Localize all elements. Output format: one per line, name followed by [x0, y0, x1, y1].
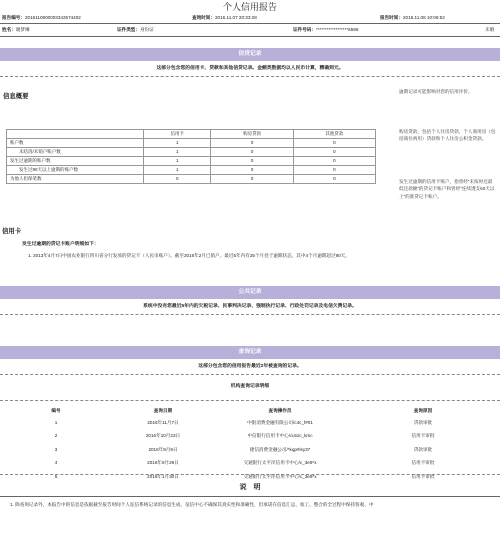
- report-number: 报告编号：2016110800003342574402: [2, 15, 81, 20]
- public-notice: 系统中没有您最近5年内的欠税记录、民事判决记录、强制执行记录、行政处罚记录及电信欠费记录。: [143, 304, 357, 309]
- overview-title: 信息概要: [3, 93, 29, 100]
- table-header: 编号: [51, 407, 61, 413]
- header-divider: [0, 23, 500, 24]
- table-header: 其他贷款: [293, 130, 375, 139]
- divider: [0, 374, 500, 375]
- credit-card-detail: 1. 2013年4月7日中国农业银行四川省分行发放的贷记卡（人民币账户）。截至2016年2月已销户。最近5年内有25个月处于逾期状态，其中4个月逾期超过90天。: [28, 253, 350, 258]
- divider: [0, 314, 500, 315]
- divider: [0, 76, 500, 77]
- marital-status: 未婚: [485, 27, 495, 32]
- table-header: 查询日期: [153, 407, 173, 413]
- query-table: [0, 405, 500, 484]
- table-row: 4 2016年8月29日 交通银行太平洋信用卡中心/c_3e9*x 信用卡审批: [54, 460, 435, 466]
- credit-card-title: 信用卡: [2, 228, 22, 235]
- table-row: 5 2016年1月30日 交通银行太平洋信用卡中心/c_3e9*x 信用卡审批: [54, 473, 435, 479]
- table-row: 未结清/未销户账户数 1 0 0: [7, 148, 376, 157]
- id-number-field: 证件号码：******************6598: [293, 27, 359, 32]
- header-divider-2: [0, 36, 500, 37]
- table-header: 信用卡: [144, 130, 211, 139]
- side-note-mortgage: 购房贷款，包括个人住房贷款、个人商用房（包括商住两用）贷款和个人住房公积金贷款。: [399, 129, 496, 142]
- notes-item: 1. 除查询记录外，本报告中的信息是依据截至报告时间个人征信系统记录的信息生成，征信中心不确保其真实性和准确性，但承诺在信息汇总、加工、整合的全过程中保持客观、中: [10, 502, 374, 507]
- query-time: 查询时间：2016.11.07 20:33:28: [192, 15, 257, 20]
- section-band-public: 公共记录: [0, 286, 500, 299]
- table-header: [7, 130, 144, 139]
- table-header: 购房贷款: [211, 130, 293, 139]
- section-band-credit: 信贷记录: [0, 48, 500, 61]
- credit-notice: 这部分包含您的信用卡、贷款和其他信贷记录。金额类数据均以人民币计算，精确到元。: [156, 66, 344, 71]
- divider: [0, 474, 500, 475]
- report-time: 报告时间：2016.11.08 10:06:52: [380, 15, 445, 20]
- overview-table: [6, 129, 376, 184]
- table-row: 发生过90天以上逾期的账户数 1 0 0: [7, 166, 376, 175]
- table-header: 查询操作员: [268, 407, 292, 413]
- divider: [0, 496, 500, 497]
- credit-card-subtitle: 发生过逾期的贷记卡账户明细如下：: [22, 242, 99, 247]
- table-row: 发生过逾期的账户数 1 0 0: [7, 157, 376, 166]
- id-type-field: 证件类型：身份证: [117, 27, 154, 32]
- section-band-query: 查询记录: [0, 346, 500, 359]
- side-note-card: 发生过逾期的信用卡账户，指曾经“未按时还最低还款额”的贷记卡账户和曾经“连续透支60天以上”的准贷记卡账户。: [399, 179, 495, 199]
- table-row: 1 2016年11月7日 中银消费金融有限公司/c4c_f#01 贷款审批: [54, 419, 433, 425]
- side-note-overdue: 逾期记录可能影响对您的信用评价。: [399, 89, 473, 94]
- page-title: 个人信用报告: [222, 2, 277, 12]
- query-subtitle: 机构查询记录明细: [230, 384, 270, 389]
- notes-title: 说 明: [239, 484, 261, 491]
- divider: [0, 400, 500, 401]
- table-row: 账户数 1 0 0: [7, 139, 376, 148]
- query-notice: 这部分包含您的信用报告最近2年被查询的记录。: [198, 364, 302, 369]
- table-header: 查询原因: [413, 407, 433, 413]
- name-field: 姓名：谢梦琳: [2, 27, 30, 32]
- table-row: 为他人担保笔数 0 0 0: [7, 175, 376, 184]
- table-row: 3 2016年9月9日 捷信消费金融公司/*kqp#isy37 贷款审批: [54, 446, 433, 452]
- table-row: 2 2016年10月23日 中信银行信用卡中心/ci4cic_kmc 信用卡审批: [54, 433, 435, 439]
